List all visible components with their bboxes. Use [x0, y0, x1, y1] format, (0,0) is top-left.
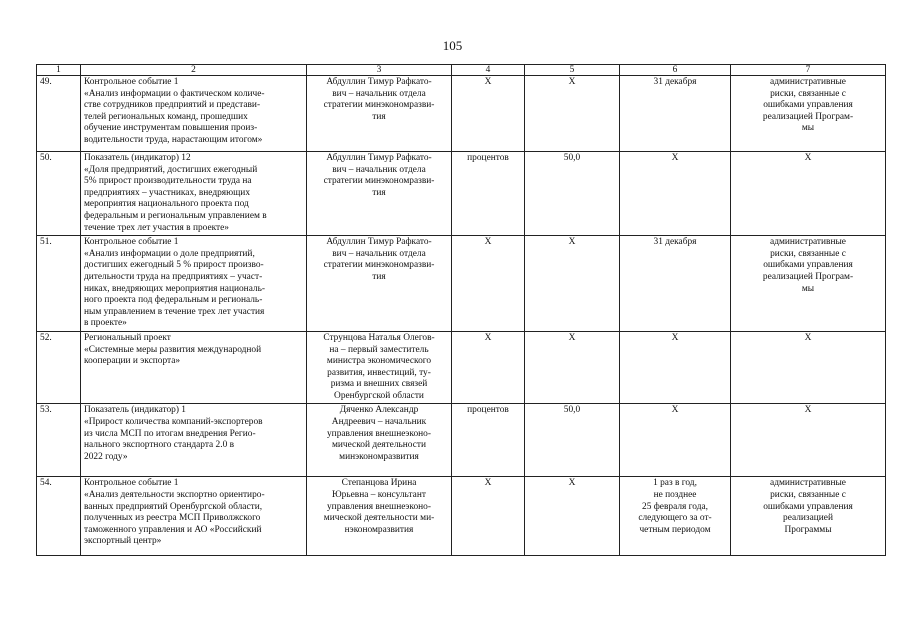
program-table: [36, 64, 886, 556]
deadline-cell: Х: [620, 404, 731, 477]
event-description: Показатель (индикатор) 12 «Доля предприятий, достигших ежегодный 5% прирост производительности труда на предприятиях – участниках, внедряющих мероприятия национального проекта под федеральным и региональным управлением в течение трех лет участия в проекте»: [81, 152, 307, 236]
responsible-person: Абдуллин Тимур Рафкато- вич – начальник отдела стратегии минэкономразви- тия: [307, 236, 452, 332]
table-row: [37, 236, 886, 332]
header-cell-5: 5: [525, 65, 620, 76]
row-number: 54.: [37, 477, 81, 556]
deadline-cell: 31 декабря: [620, 76, 731, 152]
page-number: 105: [442, 38, 463, 53]
header-cell-1: 1: [37, 65, 81, 76]
unit-cell: Х: [452, 331, 525, 404]
table-row: [37, 404, 886, 477]
risks-cell: Х: [731, 331, 886, 404]
event-description: Региональный проект «Системные меры развития международной кооперации и экспорта»: [81, 331, 307, 404]
header-row: [37, 65, 886, 76]
table-row: [37, 152, 886, 236]
deadline-cell: 1 раз в год, не позднее 25 февраля года, следующего за от- четным периодом: [620, 477, 731, 556]
row-number: 52.: [37, 331, 81, 404]
header-cell-6: 6: [620, 65, 731, 76]
event-description: Контрольное событие 1 «Анализ информации о фактическом количе- стве сотрудников предприятий и представи- телей региональных команд, прошедших обучение инструментам повышения произ- водительности труда, нарастающим итогом»: [81, 76, 307, 152]
deadline-cell: 31 декабря: [620, 236, 731, 332]
unit-cell: Х: [452, 76, 525, 152]
table-row: [37, 76, 886, 152]
risks-cell: административные риски, связанные с ошибками управления реализацией Программы: [731, 477, 886, 556]
row-number: 49.: [37, 76, 81, 152]
unit-cell: Х: [452, 477, 525, 556]
value-cell: Х: [525, 477, 620, 556]
value-cell: 50,0: [525, 404, 620, 477]
deadline-cell: Х: [620, 152, 731, 236]
risks-cell: административные риски, связанные с ошибками управления реализацией Програм- мы: [731, 236, 886, 332]
unit-cell: процентов: [452, 404, 525, 477]
value-cell: Х: [525, 331, 620, 404]
responsible-person: Абдуллин Тимур Рафкато- вич – начальник отдела стратегии минэкономразви- тия: [307, 152, 452, 236]
row-number: 50.: [37, 152, 81, 236]
value-cell: Х: [525, 76, 620, 152]
responsible-person: Дяченко Александр Андреевич – начальник управления внешнеэконо- мической деятельности минэкономразвития: [307, 404, 452, 477]
unit-cell: Х: [452, 236, 525, 332]
table-row: [37, 477, 886, 556]
responsible-person: Степанцова Ирина Юрьевна – консультант управления внешнеэконо- мической деятельности ми- нэкономразвития: [307, 477, 452, 556]
responsible-person: Струнцова Наталья Олегов- на – первый заместитель министра экономического развития, инвестиций, ту- ризма и внешних связей Оренбургской области: [307, 331, 452, 404]
risks-cell: Х: [731, 404, 886, 477]
event-description: Контрольное событие 1 «Анализ деятельности экспортно ориентиро- ванных предприятий Оренбургской области, полученных из реестра МСП Приволжского таможенного управления и АО «Российский экспортный центр»: [81, 477, 307, 556]
header-cell-2: 2: [81, 65, 307, 76]
event-description: Контрольное событие 1 «Анализ информации о доле предприятий, достигших ежегодный 5 % прирост произво- дительности труда на предприятиях – участ- никах, внедряющих мероприятия националь- ного проекта под федеральным и региональ- ным управлением в течение трех лет участия в проекте»: [81, 236, 307, 332]
row-number: 51.: [37, 236, 81, 332]
unit-cell: процентов: [452, 152, 525, 236]
header-cell-4: 4: [452, 65, 525, 76]
header-cell-3: 3: [307, 65, 452, 76]
responsible-person: Абдуллин Тимур Рафкато- вич – начальник отдела стратегии минэкономразви- тия: [307, 76, 452, 152]
value-cell: 50,0: [525, 152, 620, 236]
table-row: [37, 331, 886, 404]
row-number: 53.: [37, 404, 81, 477]
deadline-cell: Х: [620, 331, 731, 404]
header-cell-7: 7: [731, 65, 886, 76]
value-cell: Х: [525, 236, 620, 332]
risks-cell: административные риски, связанные с ошибками управления реализацией Програм- мы: [731, 76, 886, 152]
risks-cell: Х: [731, 152, 886, 236]
event-description: Показатель (индикатор) 1 «Прирост количества компаний-экспортеров из числа МСП по итогам внедрения Регио- нального экспортного стандарта 2.0 в 2022 году»: [81, 404, 307, 477]
